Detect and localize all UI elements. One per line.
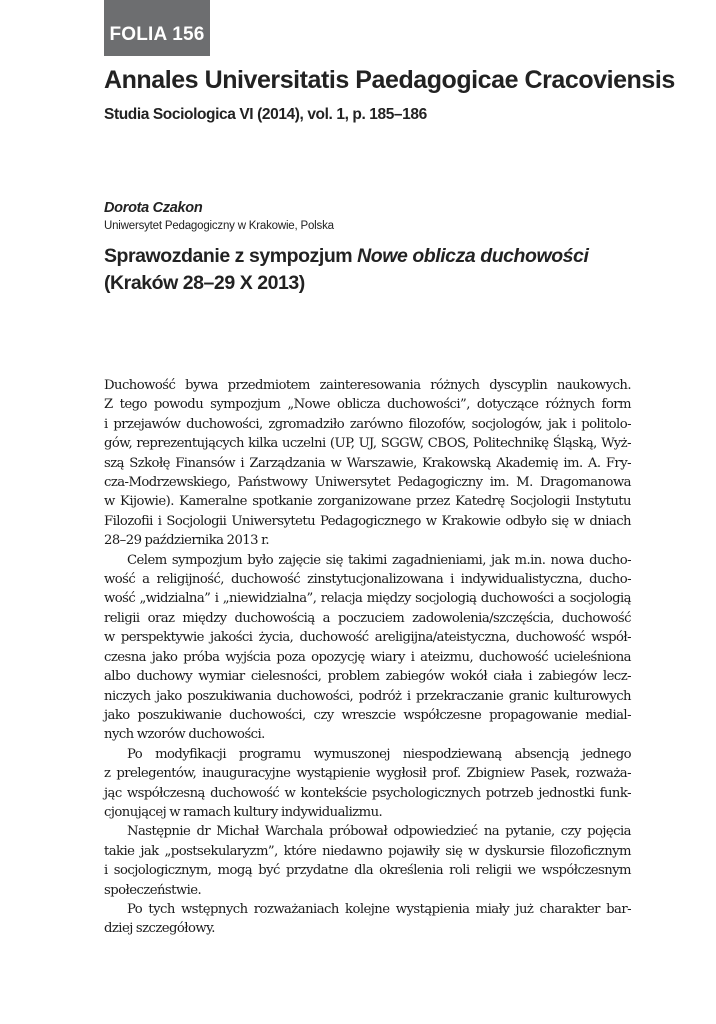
- text-line: takie jak „postsekularyzm”, które niedawno pojawiły się w dyskursie filozoficznym: [104, 843, 631, 859]
- text-line: Po modyfikacji programu wymuszonej niespodziewaną absencją jednego: [127, 746, 631, 762]
- folio-label: FOLIA 156: [109, 24, 205, 45]
- text-line: Filozofii i Socjologii Uniwersytetu Pedagogicznego w Krakowie odbyło się w dniach: [104, 513, 631, 529]
- article-body: [104, 376, 631, 939]
- text-line: cza-Modrzewskiego, Państwowy Uniwersytet Pedagogiczny im. M. Dragomanowa: [104, 475, 631, 491]
- article-title-italic: Nowe oblicza duchowości: [357, 245, 589, 267]
- text-line: czesna jako próba wyjścia poza opozycję wiary i ateizmu, duchowość ucieleśniona: [104, 649, 631, 665]
- text-line: szą Szkołę Finansów i Zarządzania w Warszawie, Krakowską Akademię im. A. Fry-: [104, 455, 631, 471]
- paragraph: [104, 745, 631, 823]
- text-line: Po tych wstępnych rozważaniach kolejne wystąpienia miały już charakter bar-: [127, 901, 631, 917]
- text-line: jąc współczesną duchowość w kontekście psychologicznych potrzeb jednostki funk-: [104, 785, 631, 801]
- journal-title: Annales Universitatis Paedagogicae Cracoviensis: [104, 66, 675, 94]
- text-line: Duchowość bywa przedmiotem zainteresowania różnych dyscyplin naukowych.: [104, 378, 631, 393]
- text-line: z prelegentów, inauguracyjne wystąpienie wygłosił prof. Zbigniew Pasek, rozważa-: [104, 766, 631, 782]
- text-line: Następnie dr Michał Warchala próbował odpowiedzieć na pytanie, czy pojęcia: [127, 824, 631, 840]
- text-line: albo duchowy wymiar cielesności, problem zabiegów wokół ciała i zabiegów lecz-: [104, 669, 631, 685]
- paragraph: [104, 822, 631, 900]
- paragraph: [104, 551, 631, 745]
- folio-badge: [104, 0, 210, 56]
- text-line: religii oraz między duchowością a poczuciem zadowolenia/szczęścia, duchowość: [104, 610, 631, 626]
- article-title-prefix: Sprawozdanie z sympozjum: [104, 245, 358, 267]
- text-line: w perspektywie jakości życia, duchowość areligijna/ateistyczna, duchowość współ-: [104, 630, 631, 646]
- text-line: i przejawów duchowości, zgromadziło zarówno filozofów, socjologów, jak i politolo-: [104, 416, 631, 432]
- text-line: społeczeństwie.: [104, 882, 202, 898]
- paragraph: [104, 900, 631, 939]
- author-affiliation: Uniwersytet Pedagogiczny w Krakowie, Polska: [104, 220, 334, 232]
- text-line: Celem sympozjum było zajęcie się takimi zagadnieniami, jak m.in. nowa ducho-: [127, 552, 631, 568]
- text-line: jako poszukiwanie duchowości, czy wreszcie współczesne propagowanie medial-: [104, 707, 631, 723]
- text-line: wość a religijność, duchowość zinstytucjonalizowana i indywidualistyczna, ducho-: [104, 572, 631, 588]
- text-line: dziej szczegółowy.: [104, 921, 215, 937]
- text-line: i socjologicznym, mogą być przydatne dla określenia roli religii we współczesnym: [104, 863, 631, 879]
- text-line: gów, reprezentujących kilka uczelni (UP, UJ, SGGW, CBOS, Politechnikę Śląską, Wyż-: [104, 436, 631, 452]
- article-title: [104, 243, 588, 297]
- text-line: w Kijowie). Kameralne spotkanie zorganizowane przez Katedrę Socjologii Instytutu: [104, 494, 631, 510]
- series-info: Studia Sociologica VI (2014), vol. 1, p. 185–186: [104, 106, 427, 123]
- text-line: cjonującej w ramach kultury indywidualizmu.: [104, 804, 383, 820]
- text-line: 28–29 października 2013 r.: [104, 533, 270, 549]
- author-name: Dorota Czakon: [104, 200, 203, 216]
- paragraph: [104, 376, 631, 551]
- text-line: niczych jako poszukiwania duchowości, podróż i przekraczanie granic kulturowych: [104, 688, 631, 704]
- text-line: wość „widzialna” i „niewidzialna”, relacja między socjologią duchowości a socjologią: [104, 591, 631, 607]
- text-line: nych wzorów duchowości.: [104, 727, 265, 743]
- text-line: Z tego powodu sympozjum „Nowe oblicza duchowości”, dotyczące różnych form: [104, 397, 631, 413]
- article-title-date: (Kraków 28–29 X 2013): [104, 272, 305, 294]
